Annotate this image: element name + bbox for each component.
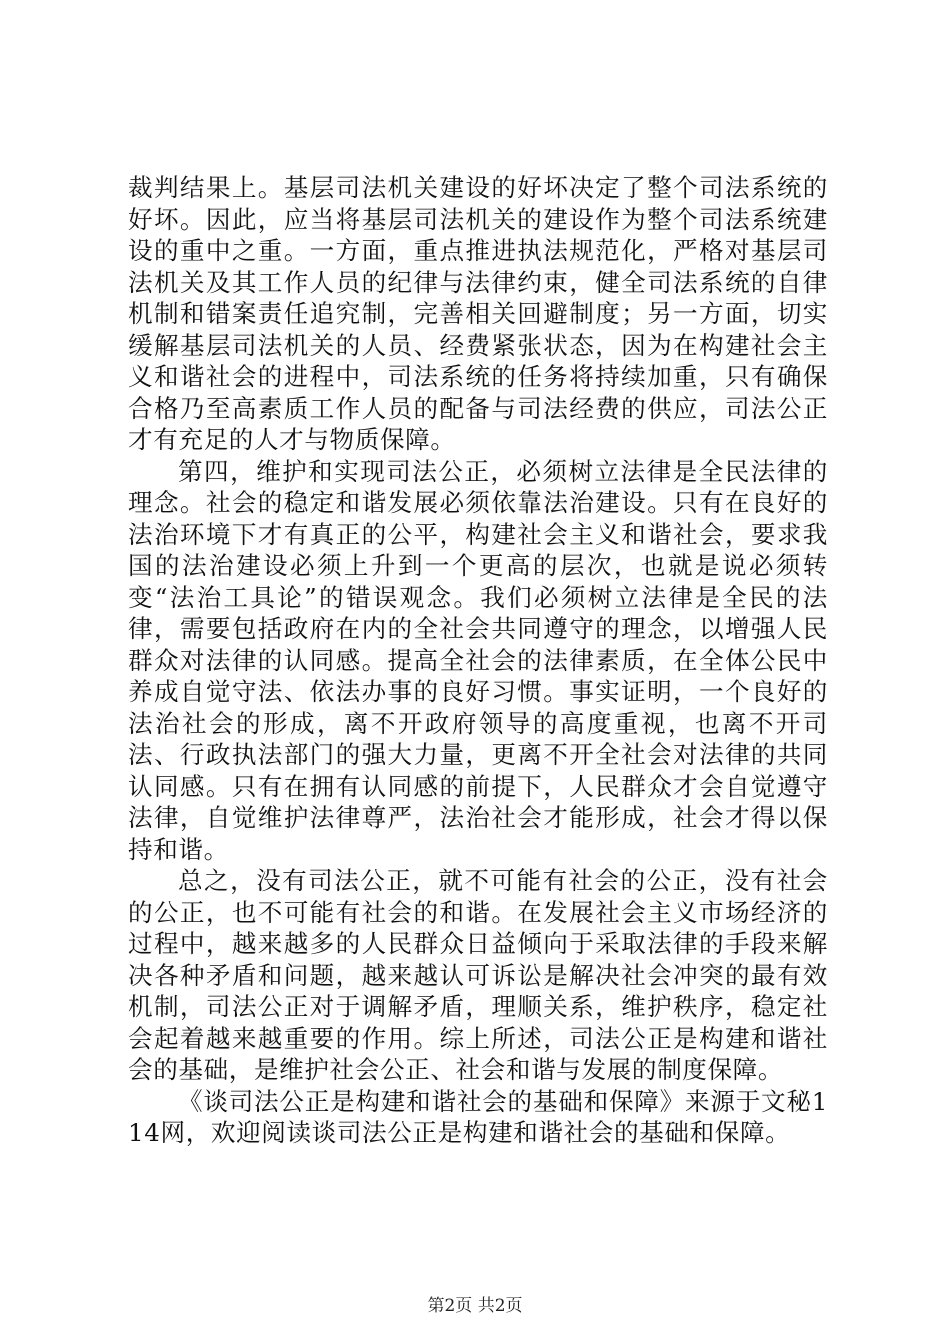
paragraph-3: 总之，没有司法公正，就不可能有社会的公正，没有社会的公正，也不可能有社会的和谐。在发展社会主义市场经济的过程中，越来越多的人民群众日益倾向于采取法律的手段来解决各种矛盾和问题，越来越认可诉讼是解决社会冲突的最有效机制，司法公正对于调解矛盾，理顺关系，维护秩序，稳定社会起着越来越重要的作用。综上所述，司法公正是构建和谐社会的基础，是维护社会公正、社会和谐与发展的制度保障。	[128, 866, 828, 1084]
paragraph-1: 裁判结果上。基层司法机关建设的好坏决定了整个司法系统的好坏。因此，应当将基层司法机关的建设作为整个司法系统建设的重中之重。一方面，重点推进执法规范化，严格对基层司法机关及其工作人员的纪律与法律约束，健全司法系统的自律机制和错案责任追究制，完善相关回避制度；另一方面，切实缓解基层司法机关的人员、经费紧张状态，因为在构建社会主义和谐社会的进程中，司法系统的任务将持续加重，只有确保合格乃至高素质工作人员的配备与司法经费的供应，司法公正才有充足的人才与物质保障。	[128, 173, 828, 454]
paragraph-4: 《谈司法公正是构建和谐社会的基础和保障》来源于文秘114网，欢迎阅读谈司法公正是构建和谐社会的基础和保障。	[128, 1086, 828, 1147]
paragraph-2: 第四，维护和实现司法公正，必须树立法律是全民法律的理念。社会的稳定和谐发展必须依靠法治建设。只有在良好的法治环境下才有真正的公平，构建社会主义和谐社会，要求我国的法治建设必须上升到一个更高的层次，也就是说必须转变“法治工具论”的错误观念。我们必须树立法律是全民的法律，需要包括政府在内的全社会共同遵守的理念，以增强人民群众对法律的认同感。提高全社会的法律素质，在全体公民中养成自觉守法、依法办事的良好习惯。事实证明，一个良好的法治社会的形成，离不开政府领导的高度重视，也离不开司法、行政执法部门的强大力量，更离不开全社会对法律的共同认同感。只有在拥有认同感的前提下，人民群众才会自觉遵守法律，自觉维护法律尊严，法治社会才能形成，社会才得以保持和谐。	[128, 456, 828, 864]
page-number-footer: 第2页 共2页	[427, 1296, 523, 1316]
document-body	[128, 172, 828, 1149]
